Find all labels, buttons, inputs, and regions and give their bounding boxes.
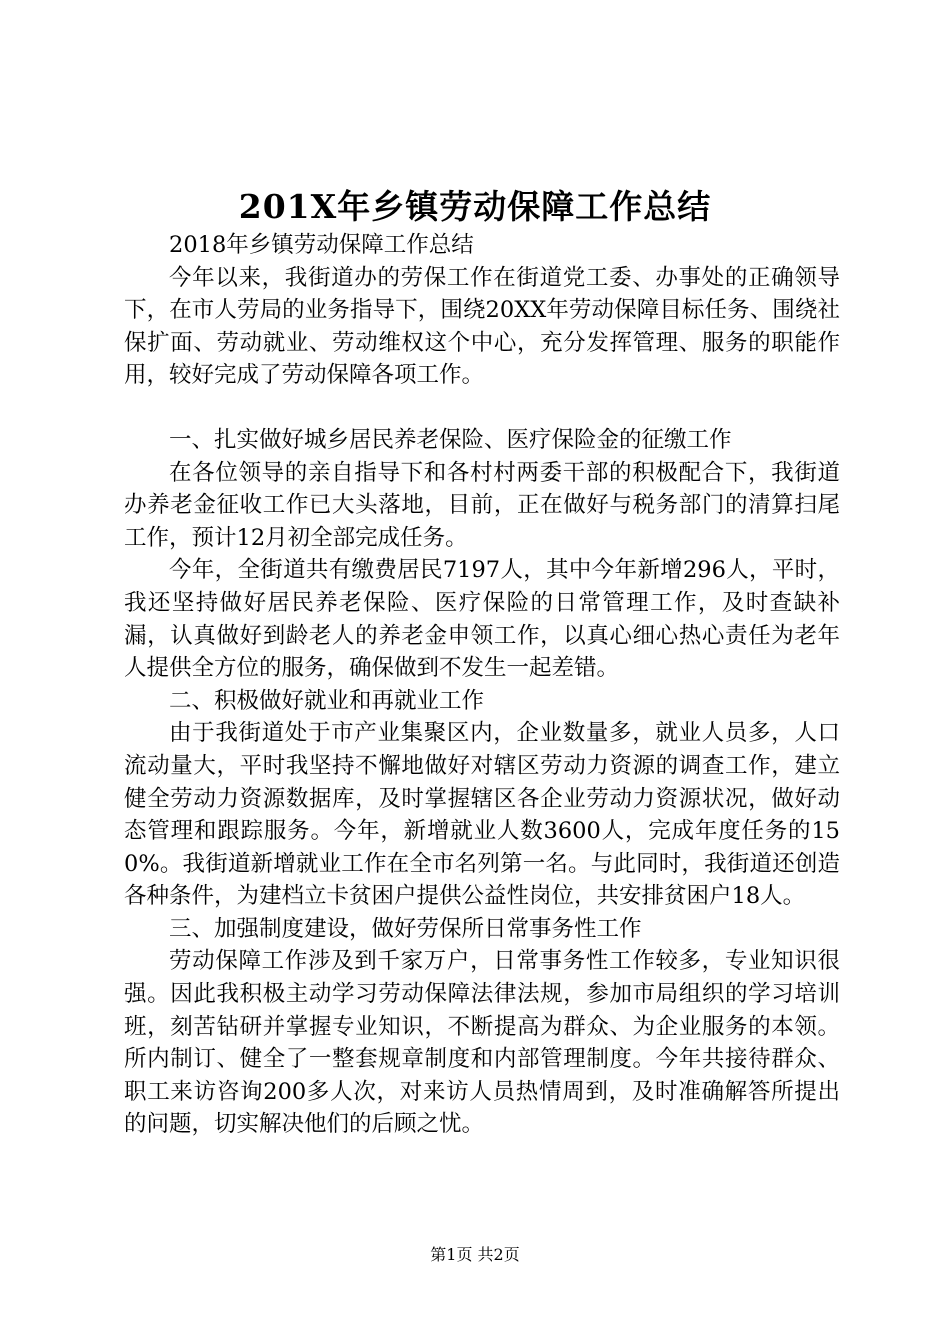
intro-paragraph: 今年以来，我街道办的劳保工作在街道党工委、办事处的正确领导下，在市人劳局的业务指导下，围绕20XX年劳动保障目标任务、围绕社保扩面、劳动就业、劳动维权这个中心，充分发挥管理、服务的职能作用，较好完成了劳动保障各项工作。 [124,264,840,389]
body-paragraph: 在各位领导的亲自指导下和各村村两委干部的积极配合下，我街道办养老金征收工作已大头落地，目前，正在做好与税务部门的清算扫尾工作，预计12月初全部完成任务。 [124,459,840,551]
section-heading-2: 二、积极做好就业和再就业工作 [169,687,485,714]
page-number-footer: 第1页 共2页 [430,1245,520,1264]
section-heading-3: 三、加强制度建设，做好劳保所日常事务性工作 [169,915,642,942]
body-paragraph: 劳动保障工作涉及到千家万户，日常事务性工作较多，专业知识很强。因此我积极主动学习劳动保障法律法规，参加市局组织的学习培训班，刻苦钻研并掌握专业知识，不断提高为群众、为企业服务的本领。所内制订、健全了一整套规章制度和内部管理制度。今年共接待群众、职工来访咨询200多人次，对来访人员热情周到，及时准确解答所提出的问题，切实解决他们的后顾之忧。 [124,948,840,1138]
body-paragraph: 由于我街道处于市产业集聚区内，企业数量多，就业人员多，人口流动量大，平时我坚持不懈地做好对辖区劳动力资源的调查工作，建立健全劳动力资源数据库，及时掌握辖区各企业劳动力资源状况，做好动态管理和跟踪服务。今年，新增就业人数3600人，完成年度任务的150%。我街道新增就业工作在全市名列第一名。与此同时，我街道还创造各种条件，为建档立卡贫困户提供公益性岗位，共安排贫困户18人。 [124,720,840,910]
subtitle-paragraph: 2018年乡镇劳动保障工作总结 [169,232,474,258]
document-body [124,229,840,1141]
document-title: 201X年乡镇劳动保障工作总结 [238,187,712,226]
body-paragraph: 今年，全街道共有缴费居民7197人，其中今年新增296人，平时，我还坚持做好居民养老保险、医疗保险的日常管理工作，及时查缺补漏，认真做好到龄老人的养老金申领工作，以真心细心热心责任为老年人提供全方位的服务，确保做到不发生一起差错。 [124,557,840,682]
section-heading-1: 一、扎实做好城乡居民养老保险、医疗保险金的征缴工作 [169,426,732,453]
